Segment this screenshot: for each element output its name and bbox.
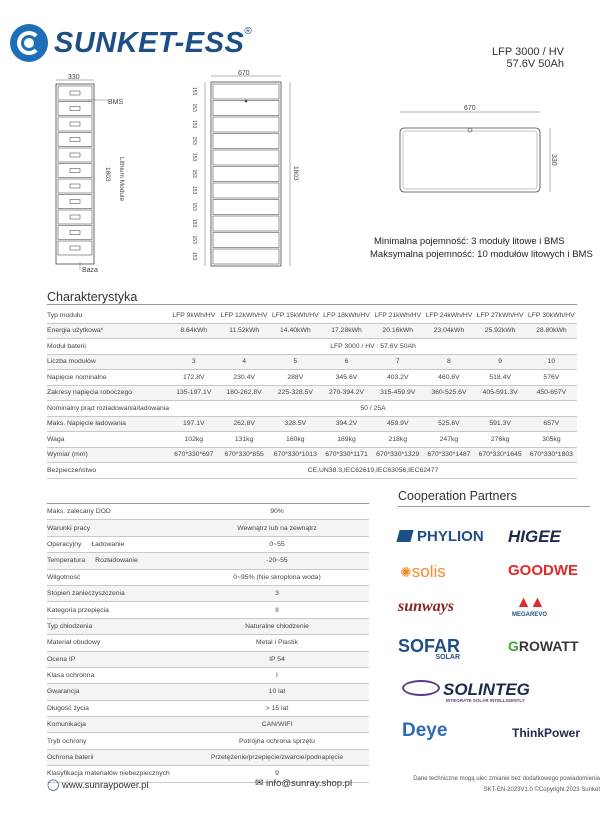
spec-label: Moduł baterii bbox=[47, 339, 169, 355]
spec-divider bbox=[47, 304, 577, 305]
spec-value: LFP 18kWh/HV bbox=[321, 308, 372, 323]
spec-value: 591.3V bbox=[475, 416, 526, 432]
module-pitch-label: 153 bbox=[191, 120, 197, 129]
param-label: Komunikacja bbox=[47, 717, 185, 733]
spec-value: 360-525.6V bbox=[423, 385, 474, 401]
spec-value: 262.8V bbox=[219, 416, 270, 432]
param-value: 3 bbox=[185, 585, 369, 601]
spec-value: LFP 21kWh/HV bbox=[372, 308, 423, 323]
spec-value: 670*330*1645 bbox=[475, 447, 526, 463]
spec-value: 276kg bbox=[475, 432, 526, 448]
module-pitch-label: 153 bbox=[191, 169, 197, 178]
param-label: Długość życia bbox=[47, 700, 185, 716]
spec-value: 225-328.5V bbox=[270, 385, 321, 401]
param-label: Materiał obudowy bbox=[47, 635, 185, 651]
module-pitch-label: 153 bbox=[191, 186, 197, 195]
params-row bbox=[47, 717, 369, 733]
param-value: Przetężenie/przepięcie/zwarcie/podnapięcie bbox=[185, 749, 369, 765]
disclaimer: Dane techniczne mogą ulec zmianie bez dodatkowego powiadomienia bbox=[413, 776, 600, 782]
spec-value: 189kg bbox=[321, 432, 372, 448]
globe-icon: ◯ bbox=[47, 779, 60, 791]
spec-value: 9 bbox=[475, 354, 526, 370]
param-label: Temperatura Rozładowanie bbox=[47, 553, 185, 569]
param-value: 0~55 bbox=[185, 536, 369, 552]
spec-value: 247kg bbox=[423, 432, 474, 448]
spec-value: 10 bbox=[526, 354, 577, 370]
partner-solis: ✺solis bbox=[400, 562, 446, 581]
partner-growatt: GROWATT bbox=[508, 638, 579, 654]
brand-registered-mark: ® bbox=[244, 25, 252, 37]
params-row bbox=[47, 504, 369, 520]
email-link[interactable]: info@sunray.shop.pl bbox=[266, 778, 353, 789]
param-label: Maks. zalecany DOD bbox=[47, 504, 185, 520]
side-view-drawing bbox=[50, 72, 150, 277]
param-value: Potrójna ochrona sprzętu bbox=[185, 733, 369, 749]
params-row bbox=[47, 569, 369, 585]
spec-value: 5 bbox=[270, 354, 321, 370]
spec-value: 270-394.2V bbox=[321, 385, 372, 401]
brand-mark-icon bbox=[10, 24, 48, 62]
spec-value: 8 bbox=[423, 354, 474, 370]
partner-thinkpower: ThinkPower bbox=[512, 726, 581, 740]
partner-sofar: SOFAR SOLAR bbox=[398, 636, 461, 661]
spec-value: 450-657V bbox=[526, 385, 577, 401]
capacity-min: Minimalna pojemność: 3 moduły litowe i BMS bbox=[374, 236, 565, 247]
copyright: SKT-EN-2023V1.0 ©Copyright 2023 Sunket bbox=[483, 787, 600, 793]
spec-value: 230.4V bbox=[219, 370, 270, 386]
spec-value: 525.6V bbox=[423, 416, 474, 432]
param-label: Klasyfikacja materiałów niebezpiecznych bbox=[47, 766, 185, 782]
capacity-note bbox=[370, 235, 602, 261]
model-line-1: LFP 3000 / HV bbox=[492, 46, 564, 58]
capacity-max: Maksymalna pojemność: 10 modułów litowych i BMS bbox=[370, 249, 593, 260]
spec-value: 670*330*1487 bbox=[423, 447, 474, 463]
spec-label: Waga bbox=[47, 432, 169, 448]
param-label: Wilgotność bbox=[47, 569, 185, 585]
spec-value: 670*330*1013 bbox=[270, 447, 321, 463]
spec-value: LFP 15kWh/HV bbox=[270, 308, 321, 323]
spec-label: Wymiar (mm) bbox=[47, 447, 169, 463]
params-row bbox=[47, 749, 369, 765]
module-pitch-label: 153 bbox=[191, 202, 197, 211]
footer-legal bbox=[413, 776, 600, 793]
brand-name: SUNKET-ESS bbox=[54, 26, 245, 59]
spec-value: 6 bbox=[321, 354, 372, 370]
spec-value: LFP 24kWh/HV bbox=[423, 308, 474, 323]
param-value: CAN/WIFI bbox=[185, 717, 369, 733]
spec-label: Nominalny prąd rozładowania/ładowania bbox=[47, 401, 169, 417]
module-pitch-label: 153 bbox=[191, 136, 197, 145]
param-value: > 15 lat bbox=[185, 700, 369, 716]
params-row bbox=[47, 667, 369, 683]
spec-value: 459.9V bbox=[372, 416, 423, 432]
spec-value: 25.92kWh bbox=[475, 323, 526, 339]
param-value: IP 54 bbox=[185, 651, 369, 667]
module-pitch-label: 153 bbox=[191, 235, 197, 244]
param-value: -20~55 bbox=[185, 553, 369, 569]
param-value: 0~95% (Nie skroplona woda) bbox=[185, 569, 369, 585]
spec-row bbox=[47, 416, 577, 432]
model-line-2: 57.6V 50Ah bbox=[506, 58, 564, 70]
spec-value: 670*330*1329 bbox=[372, 447, 423, 463]
param-label: Warunki pracy bbox=[47, 520, 185, 536]
spec-value: 17.28kWh bbox=[321, 323, 372, 339]
params-row bbox=[47, 733, 369, 749]
spec-label: Energia użytkowa* bbox=[47, 323, 169, 339]
spec-value: 345.6V bbox=[321, 370, 372, 386]
spec-title: Charakterystyka bbox=[47, 290, 138, 304]
spec-value: 403.2V bbox=[372, 370, 423, 386]
spec-value: 670*330*697 bbox=[169, 447, 218, 463]
spec-label: Bezpieczeństwo bbox=[47, 463, 169, 479]
spec-value: 670*330*855 bbox=[219, 447, 270, 463]
website-link[interactable]: www.sunraypower.pl bbox=[61, 780, 149, 791]
spec-row bbox=[47, 370, 577, 386]
spec-label: Liczba modułów bbox=[47, 354, 169, 370]
spec-value: 28.80kWh bbox=[526, 323, 577, 339]
spec-value: 131kg bbox=[219, 432, 270, 448]
side-height-label: 1803 bbox=[104, 167, 111, 182]
param-value: Wewnątrz lub na zewnątrz bbox=[185, 520, 369, 536]
spec-row bbox=[47, 432, 577, 448]
param-label: Kategoria przepięcia bbox=[47, 602, 185, 618]
param-value: 90% bbox=[185, 504, 369, 520]
top-width-label: 670 bbox=[464, 105, 476, 112]
spec-value: LFP 3000 / HV : 57.6V 50Ah bbox=[169, 339, 577, 355]
front-width-label: 670 bbox=[238, 70, 250, 77]
spec-value: LFP 12kWh/HV bbox=[219, 308, 270, 323]
spec-value: LFP 9kWh/HV bbox=[169, 308, 218, 323]
spec-row bbox=[47, 447, 577, 463]
spec-value: 135-197.1V bbox=[169, 385, 218, 401]
param-label: Klasa ochronna bbox=[47, 667, 185, 683]
param-label: Stopień zanieczyszczenia bbox=[47, 585, 185, 601]
spec-value: 102kg bbox=[169, 432, 218, 448]
params-row bbox=[47, 684, 369, 700]
module-pitch-label: 153 bbox=[191, 153, 197, 162]
front-view-drawing bbox=[190, 66, 305, 278]
spec-value: 315-459.9V bbox=[372, 385, 423, 401]
spec-value: 50 / 25A bbox=[169, 401, 577, 417]
partner-deye: Deye bbox=[402, 720, 448, 741]
params-table bbox=[47, 504, 369, 783]
spec-value: 3 bbox=[169, 354, 218, 370]
spec-value: 8.64kWh bbox=[169, 323, 218, 339]
email[interactable] bbox=[255, 778, 352, 789]
partners-divider bbox=[398, 506, 590, 507]
spec-label: Zakresy napięcia roboczego bbox=[47, 385, 169, 401]
spec-value: 160kg bbox=[270, 432, 321, 448]
spec-value: CE,UN38.3,IEC62619,IEC63056,IEC62477 bbox=[169, 463, 577, 479]
spec-value: 670*330*1803 bbox=[526, 447, 577, 463]
spec-value: 218kg bbox=[372, 432, 423, 448]
param-label: Ocena IP bbox=[47, 651, 185, 667]
base-label: Baza bbox=[82, 267, 98, 274]
params-row bbox=[47, 651, 369, 667]
front-height-label: 1803 bbox=[292, 166, 299, 181]
module-pitch-label: 153 bbox=[191, 219, 197, 228]
brand-logo bbox=[10, 24, 252, 62]
partners-title: Cooperation Partners bbox=[398, 489, 517, 503]
param-value: II bbox=[185, 602, 369, 618]
param-value: 9 bbox=[185, 766, 369, 782]
spec-row bbox=[47, 354, 577, 370]
spec-row bbox=[47, 385, 577, 401]
param-value: Metal i Plastik bbox=[185, 635, 369, 651]
module-pitch-label: 153 bbox=[191, 252, 197, 261]
spec-row bbox=[47, 463, 577, 479]
params-row bbox=[47, 602, 369, 618]
params-row bbox=[47, 520, 369, 536]
spec-value: 460.6V bbox=[423, 370, 474, 386]
spec-label: Typ modułu bbox=[47, 308, 169, 323]
params-row bbox=[47, 585, 369, 601]
spec-value: 172.8V bbox=[169, 370, 218, 386]
top-view-drawing bbox=[392, 100, 562, 200]
module-pitch-label: 153 bbox=[191, 87, 197, 96]
spec-value: 14.40kWh bbox=[270, 323, 321, 339]
side-width-label: 330 bbox=[68, 74, 80, 81]
partner-phylion: PHYLION bbox=[398, 528, 484, 545]
param-label: Operacyjny Ładowanie bbox=[47, 536, 185, 552]
params-row bbox=[47, 700, 369, 716]
spec-value: 670*330*1171 bbox=[321, 447, 372, 463]
param-label: Typ chłodzenia bbox=[47, 618, 185, 634]
param-value: 10 lat bbox=[185, 684, 369, 700]
spec-value: 197.1V bbox=[169, 416, 218, 432]
spec-value: 20.16kWh bbox=[372, 323, 423, 339]
spec-value: 180-262.8V bbox=[219, 385, 270, 401]
params-row bbox=[47, 635, 369, 651]
param-label: Gwarancja bbox=[47, 684, 185, 700]
partner-megarevo: ▲▲ MEGAREVO bbox=[512, 594, 548, 618]
partner-solinteg: SOLINTEG INTEGRATE SOLAR INTELLIGENTLY bbox=[402, 680, 530, 703]
param-value: I bbox=[185, 667, 369, 683]
param-label: Tryb ochrony bbox=[47, 733, 185, 749]
params-row bbox=[47, 536, 369, 552]
spec-row bbox=[47, 339, 577, 355]
spec-value: LFP 30kWh/HV bbox=[526, 308, 577, 323]
spec-value: LFP 27kWh/HV bbox=[475, 308, 526, 323]
spec-value: 23.04kWh bbox=[423, 323, 474, 339]
spec-value: 405-591.3V bbox=[475, 385, 526, 401]
partner-sunways: sunways bbox=[398, 598, 455, 615]
params-row bbox=[47, 553, 369, 569]
model-heading bbox=[492, 46, 564, 70]
spec-value: 305kg bbox=[526, 432, 577, 448]
module-pitch-label: 153 bbox=[191, 103, 197, 112]
spec-value: 288V bbox=[270, 370, 321, 386]
bms-label: BMS bbox=[108, 99, 124, 106]
spec-row bbox=[47, 308, 577, 323]
spec-value: 4 bbox=[219, 354, 270, 370]
spec-table bbox=[47, 308, 577, 479]
spec-row bbox=[47, 323, 577, 339]
param-label: Ochrona baterii bbox=[47, 749, 185, 765]
top-depth-label: 330 bbox=[550, 154, 557, 166]
spec-label: Maks. Napięcie ładowania bbox=[47, 416, 169, 432]
partner-higee: HIGEE bbox=[508, 527, 561, 546]
spec-value: 11.52kWh bbox=[219, 323, 270, 339]
module-label: Lithium Module bbox=[118, 157, 125, 202]
spec-value: 328.5V bbox=[270, 416, 321, 432]
spec-value: 7 bbox=[372, 354, 423, 370]
spec-value: 394.2V bbox=[321, 416, 372, 432]
spec-row bbox=[47, 401, 577, 417]
param-value: Naturalne chłodzenie bbox=[185, 618, 369, 634]
spec-label: Napięcie nominalne bbox=[47, 370, 169, 386]
spec-value: 657V bbox=[526, 416, 577, 432]
params-row bbox=[47, 618, 369, 634]
spec-value: 518.4V bbox=[475, 370, 526, 386]
website[interactable] bbox=[47, 778, 149, 791]
mail-icon: ✉ bbox=[255, 778, 264, 789]
partner-goodwe: GOODWE bbox=[508, 562, 578, 579]
spec-value: 576V bbox=[526, 370, 577, 386]
